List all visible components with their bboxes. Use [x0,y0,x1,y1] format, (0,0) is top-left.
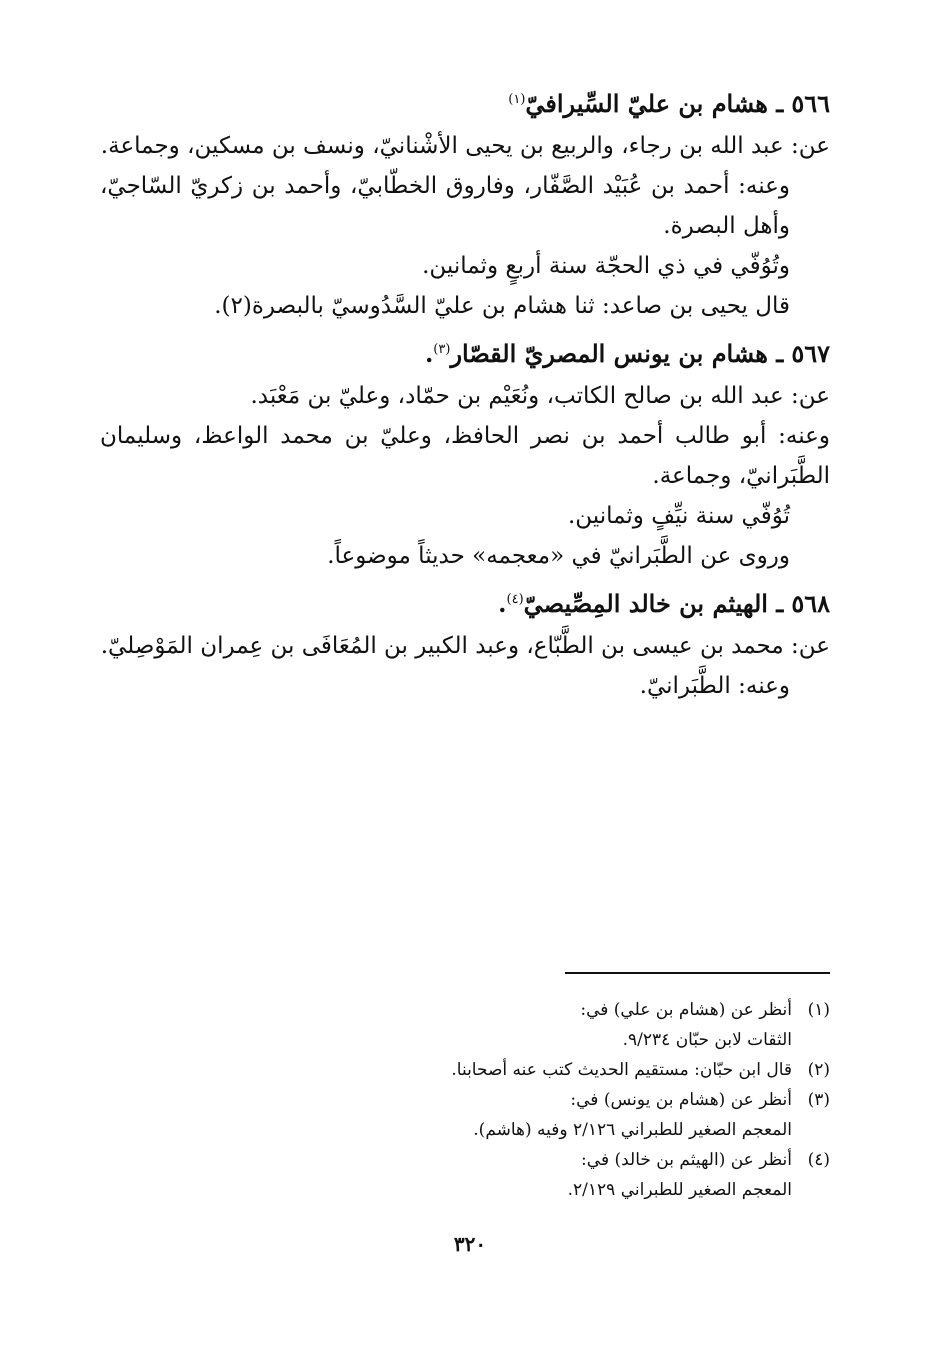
footnote-line: أنظر عن (هشام بن علي) في: [580,1000,792,1020]
footnote-divider [565,972,830,974]
footnote-ref: (١) [508,92,526,107]
entry-568 [100,580,830,706]
footnote-line: قال ابن حبّان: مستقيم الحديث كتب عنه أصحابنا. [451,1060,792,1080]
footnote [100,995,830,1055]
entry-heading [100,80,830,124]
page-number: ٣٢٠ [453,1232,487,1256]
footnotes [100,995,830,1205]
footnote-line: المعجم الصغير للطبراني ٢/١٢٦ وفيه (هاشم). [473,1120,792,1140]
entry-paragraph: وروى عن الطَّبَرانيّ في «معجمه» حديثاً موضوعاً. [327,543,790,569]
footnote-line: أنظر عن (الهيثم بن خالد) في: [581,1150,792,1170]
footnote-number: (١) [807,1000,830,1020]
entry-title: ـ هشام بن عليّ السِّيرافيّ [525,89,784,118]
footnote-number: (٣) [807,1090,830,1110]
entry-paragraph: وعنه: أبو طالب أحمد بن نصر الحافظ، وعليّ بن محمد الواعظ، وسليمان الطَّبَرانيّ، وجماعة. [100,423,830,489]
entry-paragraph: قال يحيى بن صاعد: ثنا هشام بن عليّ السَّدُوسيّ بالبصرة(٢). [214,293,790,319]
footnote-number: (٢) [807,1060,830,1080]
entry-paragraph: تُوُفّي سنة نيِّفٍ وثمانين. [567,503,790,529]
entry-number: ٥٦٨ [791,589,830,618]
entry-paragraph: عن: عبد الله بن رجاء، والربيع بن يحيى الأشْنانيّ، ونسف بن مسكين، وجماعة. [100,133,830,159]
entry-title: ـ هشام بن يونس المصريّ القصّار [450,339,784,368]
footnote-line: المعجم الصغير للطبراني ٢/١٢٩. [567,1180,792,1200]
entry-number: ٥٦٧ [791,339,830,368]
footnote [100,1055,830,1085]
footnote-line: الثقات لابن حبّان ٩/٢٣٤. [622,1030,792,1050]
biography-entries [100,80,830,710]
entry-567 [100,330,830,576]
entry-566 [100,80,830,326]
entry-title: ـ الهيثم بن خالد المِصِّيصيّ [523,589,784,618]
entry-paragraph: وتُوُفّي في ذي الحجّة سنة أربعٍ وثمانين. [422,253,790,279]
entry-paragraph: وعنه: أحمد بن عُبَيْد الصَّفّار، وفاروق الخطّابيّ، وأحمد بن زكريّ السّاجيّ، وأهل البصرة. [100,173,790,239]
footnote-ref: (٣) [433,342,451,357]
entry-heading: ٥٦٧ـ هشام بن يونس المصريّ القصّار$^{(٣)}$. [424,339,830,368]
entry-paragraph: عن: عبد الله بن صالح الكاتب، ونُعَيْم بن حمّاد، وعليّ بن مَعْبَد. [250,383,830,409]
entry-heading: ٥٦٨ـ الهيثم بن خالد المِصِّيصيّ$^{(٤)}$. [498,589,830,618]
footnote [100,1085,830,1145]
entry-paragraph: وعنه: الطَّبَرانيّ. [639,673,790,699]
footnote-number: (٤) [807,1150,830,1170]
footnote [100,1145,830,1205]
footnote-ref: (٤) [506,592,524,607]
footnote-line: أنظر عن (هشام بن يونس) في: [570,1090,792,1110]
entry-paragraph: عن: محمد بن عيسى بن الطَّبّاع، وعبد الكبير بن المُعَافَى بن عِمران المَوْصِليّ. [100,633,830,659]
entry-number: ٥٦٦ [791,89,830,118]
